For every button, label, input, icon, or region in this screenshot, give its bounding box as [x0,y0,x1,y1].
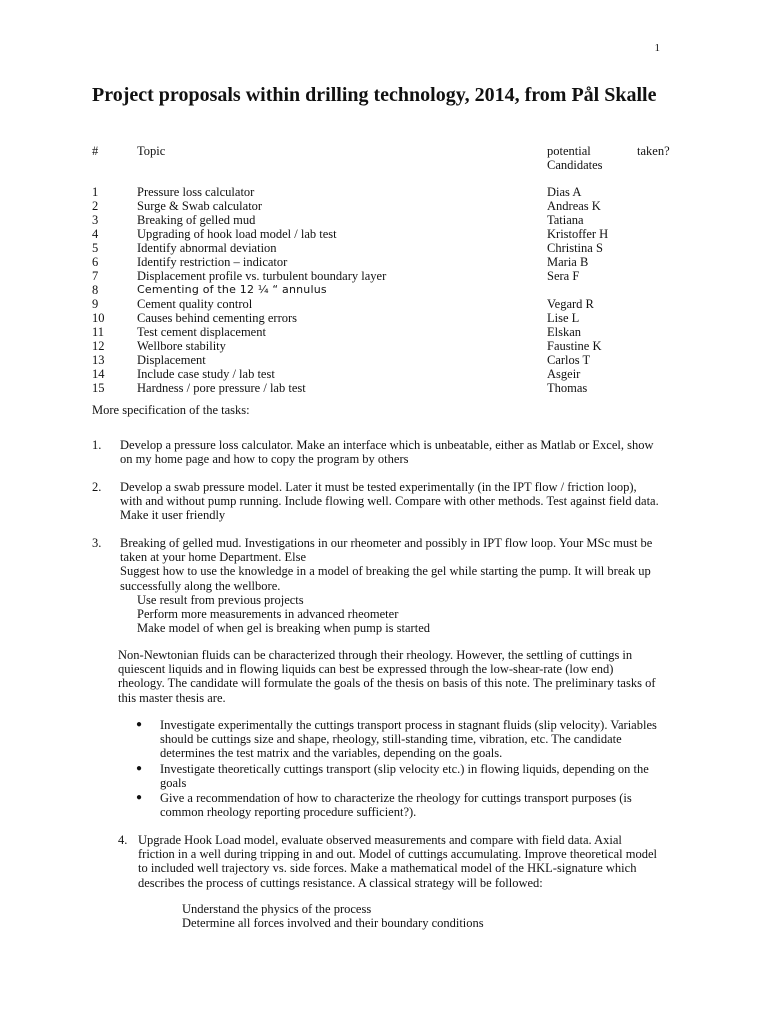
row-candidate: Lise L [547,311,580,325]
row-topic: Test cement displacement [137,325,266,339]
row-topic: Pressure loss calculator [137,185,255,199]
task-2-line: Make it user friendly [120,508,226,523]
row-topic: Surge & Swab calculator [137,199,263,213]
row-topic: Identify restriction – indicator [137,255,288,269]
table-row [92,339,712,353]
header-num: # [92,144,99,158]
table-row [92,311,712,325]
row-candidate: Asgeir [547,367,581,381]
task-number: 2. [92,480,102,494]
task-1-line: on my home page and how to copy the program by others [120,452,409,467]
page-number: 1 [654,42,660,54]
topics-table [92,185,712,395]
row-candidate: Kristoffer H [547,227,609,241]
task-2 [92,480,712,524]
bullet-line: Investigate experimentally the cuttings transport process in stagnant fluids (slip velocity). Variables [160,718,657,732]
bullet-dot: ● [136,792,143,803]
task-4-line: Upgrade Hook Load model, evaluate observed measurements and compare with field data. Axial [138,833,622,847]
paragraph-line: quiescent liquids and in flowing liquids can best be expressed through the low-shear-rate (low end) [118,662,614,677]
row-topic: Hardness / pore pressure / lab test [137,381,306,395]
task-4-subitem: Understand the physics of the process [182,902,372,916]
row-number: 15 [92,381,105,395]
bullet-dot: ● [136,719,143,730]
table-row [92,283,712,297]
task-3-subitem: Make model of when gel is breaking when pump is started [137,621,430,636]
task-3-line: successfully along the wellbore. [120,578,281,593]
table-row [92,255,712,269]
header-potential: potential [547,144,591,158]
task-4-subitem: Determine all forces involved and their boundary conditions [182,916,484,931]
bullet-item [92,762,692,792]
task-2-line: with and without pump running. Include flowing well. Compare with other methods. Test against field data. [120,494,659,509]
row-topic: Displacement profile vs. turbulent boundary layer [137,269,387,283]
task-3-line: Breaking of gelled mud. Investigations in our rheometer and possibly in IPT flow loop. Your MSc must be [120,536,653,550]
table-row [92,269,712,283]
task-1 [92,438,712,468]
row-candidate: Thomas [547,381,588,395]
row-topic: Wellbore stability [137,339,226,353]
table-row [92,367,712,381]
task-3-line: taken at your home Department. Else [120,550,307,565]
row-topic: Displacement [137,353,206,367]
row-number: 9 [92,297,99,311]
row-number: 14 [92,367,105,381]
non-newtonian-paragraph [118,648,718,706]
header-candidates: Candidates [547,158,603,172]
task-4 [118,833,718,933]
row-topic: Cement quality control [137,297,253,311]
row-number: 1 [92,185,99,199]
task-3-subitem: Perform more measurements in advanced rheometer [137,607,399,621]
row-topic: Cementing of the 12 ¼ “ annulus [137,283,327,296]
row-candidate: Tatiana [547,213,584,227]
task-3 [92,536,712,636]
table-row [92,297,712,311]
table-row [92,241,712,255]
bullet-line: Investigate theoretically cuttings transport (slip velocity etc.) in flowing liquids, depending on the [160,762,649,776]
bullet-item [92,718,692,762]
bullet-item [92,791,692,821]
row-topic: Causes behind cementing errors [137,311,298,325]
bullet-line: should be cuttings size and shape, rheology, still-standing time, vibration, etc. The candidate [160,732,622,747]
row-topic: Breaking of gelled mud [137,213,256,227]
row-topic: Include case study / lab test [137,367,275,381]
task-4-line: friction in a well during tripping in and out. Model of cuttings accumulating. Improve theoretical model [138,847,657,862]
bullet-line: determines the test matrix and the variables, depending on the goals. [160,746,503,761]
task-number: 3. [92,536,102,550]
row-candidate: Maria B [547,255,589,269]
bullet-line: common rheology reporting procedure sufficient?). [160,805,417,820]
row-topic: Identify abnormal deviation [137,241,277,255]
table-row [92,353,712,367]
row-candidate: Faustine K [547,339,602,353]
row-number: 3 [92,213,99,227]
task-3-line: Suggest how to use the knowledge in a model of breaking the gel while starting the pump. It will break up [120,564,651,579]
row-candidate: Elskan [547,325,582,339]
task-4-line: to included well trajectory vs. side forces. Make a mathematical model of the HKL-signature which [138,861,637,876]
paragraph-line: this master thesis are. [118,690,226,705]
header-topic: Topic [137,144,166,158]
table-row [92,381,712,395]
paragraph-line: rheology. The candidate will formulate the goals of the thesis on basis of this note. The preliminary tasks of [118,676,656,691]
table-row [92,199,712,213]
table-row [92,325,712,339]
row-number: 4 [92,227,99,241]
row-topic: Upgrading of hook load model / lab test [137,227,337,241]
row-number: 13 [92,353,105,367]
paragraph-line: Non-Newtonian fluids can be characterized through their rheology. However, the settling of cuttings in [118,648,633,662]
bullet-line: Give a recommendation of how to characterize the rheology for cuttings transport purposes (is [160,791,632,805]
task-number: 4. [118,833,128,847]
row-candidate: Andreas K [547,199,601,213]
row-candidate: Sera F [547,269,580,283]
bullet-dot: ● [136,763,143,774]
row-number: 5 [92,241,99,255]
row-candidate: Dias A [547,185,582,199]
row-number: 6 [92,255,99,269]
row-number: 10 [92,311,105,325]
row-candidate: Christina S [547,241,603,255]
table-row [92,227,712,241]
row-number: 8 [92,283,99,297]
task-number: 1. [92,438,102,452]
row-number: 12 [92,339,105,353]
row-number: 11 [92,325,105,339]
task-1-line: Develop a pressure loss calculator. Make an interface which is unbeatable, either as Matlab or Excel, show [120,438,654,452]
header-taken: taken? [637,144,670,158]
page-title: Project proposals within drilling technology, 2014, from Pål Skalle [92,84,657,106]
task-3-subitem: Use result from previous projects [137,592,304,607]
bullet-line: goals [160,776,187,791]
table-row [92,185,712,199]
task-2-line: Develop a swab pressure model. Later it must be tested experimentally (in the IPT flow / friction loop), [120,480,637,494]
spec-heading: More specification of the tasks: [92,403,250,417]
table-row [92,213,712,227]
row-candidate: Vegard R [547,297,594,311]
row-number: 7 [92,269,99,283]
task-4-line: describes the process of cuttings resistance. A classical strategy will be followed: [138,875,543,890]
row-number: 2 [92,199,99,213]
row-candidate: Carlos T [547,353,591,367]
